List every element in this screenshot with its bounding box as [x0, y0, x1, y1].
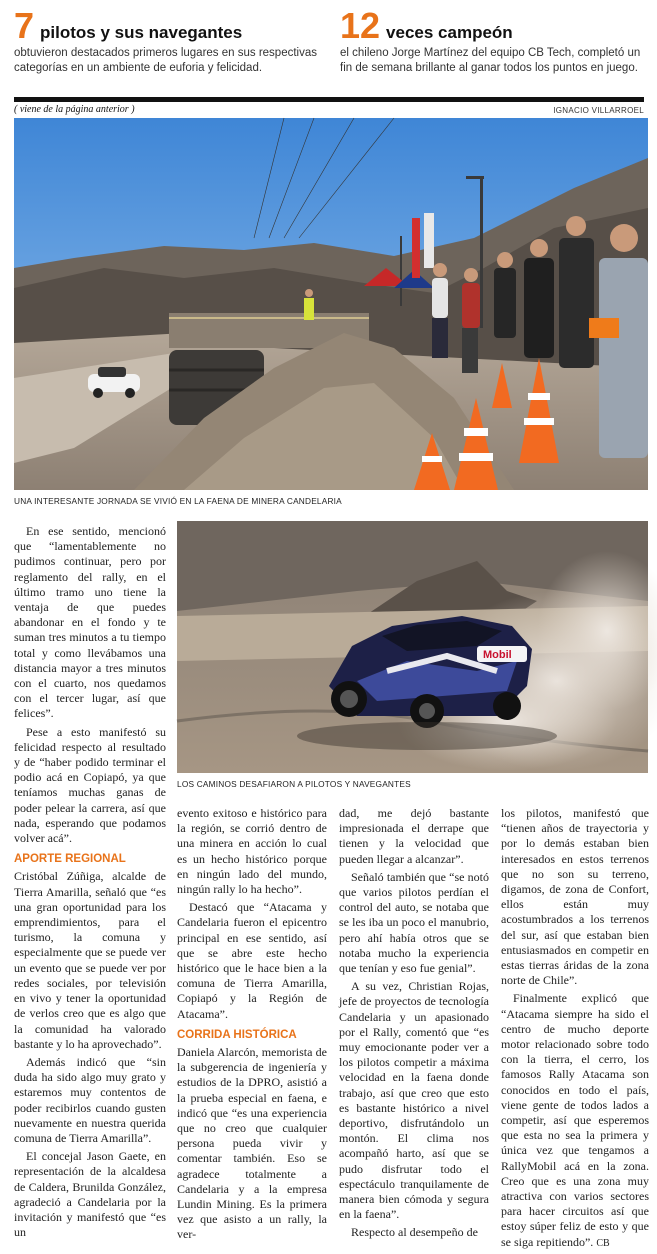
paragraph: dad, me dejó bastante impresionada el derrape que tienen y la velocidad que pueden llegar a alcanzar”. [339, 806, 489, 866]
paragraph: A su vez, Christian Rojas, jefe de proyectos de tecnología Candelaria y un apasionado por el Rally, comentó que “es muy emocionante poder ver a los pilotos competir a máxima velocidad en la faena donde trabajo, así que creo que esto es bastante histórico a nivel deportivo, disfrutándolo un montón. El clima nos acompañó harto, así que se pudo disfrutar todo el espectáculo tranquilamente de manera bien cómoda y segura en la faena”. [339, 979, 489, 1222]
stat-number: 12 [340, 5, 381, 46]
paragraph: Respecto al desempeño de [351, 1225, 478, 1240]
end-mark: CB [596, 1237, 610, 1249]
article-column-3 [339, 806, 489, 1244]
paragraph: Destacó que “Atacama y Candelaria fueron el epicentro principal en ese sentido, así que se abre este hecho histórico que le hace bien a la comuna de Tierra Amarilla, Copiapó y la Región de Atacama”. [177, 900, 327, 1021]
subhead-corrida-historica: CORRIDA HISTÓRICA [177, 1028, 297, 1041]
car-sponsor-text: Mobil [483, 649, 512, 661]
paragraph: El concejal Jason Gaete, en representación de la alcaldesa de Caldera, Brunilda González, agradeció a Candelaria por la invitación y manifestó que “es un [14, 1149, 166, 1240]
stat-pilots [14, 5, 329, 76]
paragraph: Pese a esto manifestó su felicidad respecto al resultado y de “haber podido terminar el podio acá en Copiapó, ya que teníamos muchas ganas de poder pelear la carrera, así que nada, esperando que podamos volver acá”. [14, 724, 166, 846]
stat-champion [340, 5, 645, 76]
paragraph: Además indicó que “sin duda ha sido algo muy grato y estaremos muy contentos de poder recibirlos cuando gusten nuevamente en nuestra querida comuna de Tierra Amarilla”. [14, 1054, 166, 1145]
paragraph: Daniela Alarcón, memorista de la subgerencia de ingeniería y estudios de la DPRO, asistió a la prueba especial en faena, e indicó que “es una experiencia que no creo que cualquier persona pueda vivir y comentar también. Eso se agradece totalmente a Candelaria y a la empresa Lundin Mining. Es la primera vez que asisto a un rally, la ver- [177, 1045, 327, 1242]
paragraph [501, 991, 649, 1250]
stat-label: pilotos y sus navegantes [40, 23, 243, 42]
article-column-4 [501, 806, 649, 1254]
article-column-1 [14, 524, 166, 1243]
stat-number: 7 [14, 5, 35, 46]
paragraph: evento exitoso e histórico para la región, se corrió dentro de una minera en acción lo cual es un hecho histórico porque en ningún lado del mundo, ningún rally lo ha hecho”. [177, 806, 327, 897]
stat-text: obtuvieron destacados primeros lugares en sus respectivas categorías en un ambiente de euforia y felicidad. [14, 47, 317, 74]
photo-credit: IGNACIO VILLARROEL [553, 106, 644, 115]
paragraph: Señaló también que “se notó que varios pilotos perdían el control del auto, se notaba que se les iba un poco el manubrio, pero ahí había otros que se notaba mucho la experiencia que tenían y eso fue genial”. [339, 869, 489, 976]
article-column-2 [177, 806, 327, 1246]
paragraph: En ese sentido, mencionó que “lamentablemente no pudimos continuar, pero por reglamento del rally, en el último tramo uno tiene la ventaja de que puedes abandonar en el fondo y te suman tres minutos a tu tiempo total y como llevábamos una distancia mayor a tres minutos con el cuarto, nos quedamos con el tercer lugar, así que felices”. [14, 524, 166, 721]
section-divider [14, 97, 644, 102]
photo1-caption: UNA INTERESANTE JORNADA SE VIVIÓ EN LA FAENA DE MINERA CANDELARIA [14, 496, 342, 506]
subhead-aporte-regional: APORTE REGIONAL [14, 853, 126, 866]
photo2-caption: LOS CAMINOS DESAFIARON A PILOTOS Y NAVEGANTES [177, 779, 411, 789]
stat-label: veces campeón [386, 23, 513, 42]
photo-spectators [14, 118, 648, 490]
paragraph: los pilotos, manifestó que “tienen años de trayectoria y por lo demás estaban bien interesados en estos terrenos que no son su terreno, digamos, de zona de Confort, ellos están muy acostumbrados a los terrenos del sur, así que estaban bien entusiasmados en competir en estas tierras áridas de la zona norte de Chile”. [501, 806, 649, 988]
photo-rally-car [177, 521, 648, 773]
paragraph: Cristóbal Zúñiga, alcalde de Tierra Amarilla, señaló que “es una gran oportunidad para los emprendimientos, para el turismo, la comuna y especialmente que se puede ver un evento que se puede ver por redes sociales, por televisión en vivo y tener la oportunidad de verlos creo que es algo que la comunidad ha valorado bastante y lo ha aprovechado”. [14, 869, 166, 1051]
stat-text: el chileno Jorge Martínez del equipo CB Tech, completó un fin de semana brillante al ganar todos los puntos en juego. [340, 47, 641, 74]
continued-note: ( viene de la página anterior ) [14, 104, 135, 115]
paragraph-text: Finalmente explicó que “Atacama siempre ha sido el centro de mucho deporte motor relacionado sobre todo con la tierra, el cerro, los famosos Rally Atacama son conocidos en todo el país, viene gente de todos lados a competir, así que esperemos que esta no sea la primera y única vez que tengamos a RallyMobil acá en la zona. Creo que es una zona muy atractiva con varios sectores para hacer circuitos así que estoy súper feliz de esto y que se siga repitiendo”. [501, 991, 649, 1249]
